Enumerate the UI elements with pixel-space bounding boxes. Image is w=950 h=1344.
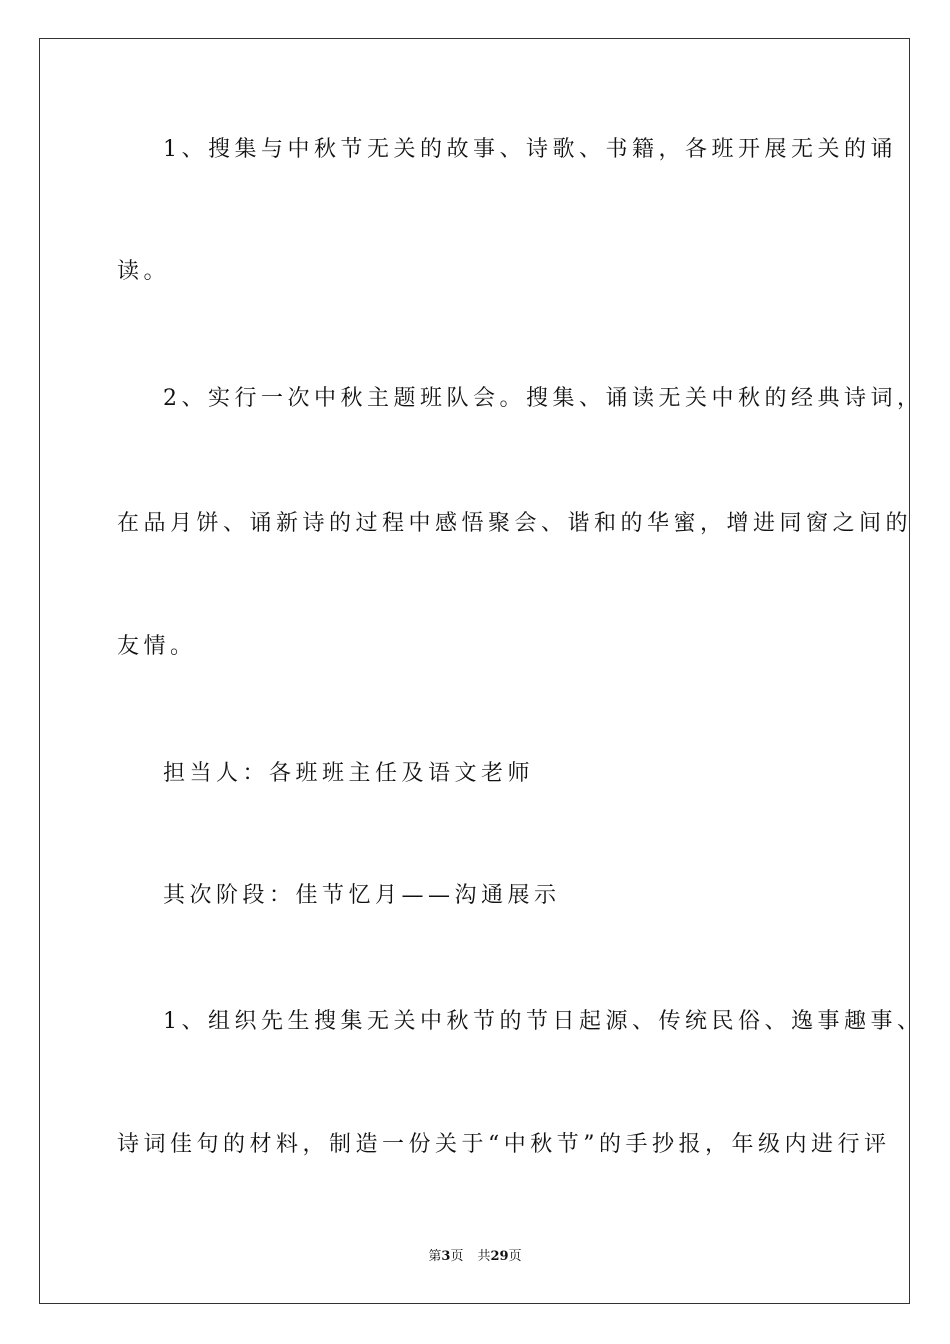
footer-total-suffix: 页	[508, 1249, 522, 1264]
page-frame	[39, 38, 913, 1304]
paragraph-line-2: 读。	[117, 259, 171, 284]
paragraph-line-8: 1、组织先生搜集无关中秋节的节日起源、传统民俗、逸事趣事、	[163, 1009, 924, 1034]
footer-total-prefix: 共	[477, 1249, 491, 1264]
paragraph-line-1: 1、搜集与中秋节无关的故事、诗歌、书籍，各班开展无关的诵	[163, 137, 897, 162]
footer-page-prefix: 第	[428, 1249, 442, 1264]
paragraph-line-6: 担当人：各班班主任及语文老师	[163, 761, 535, 786]
paragraph-line-4: 在品月饼、诵新诗的过程中感悟聚会、谐和的华蜜，增进同窗之间的	[117, 511, 913, 536]
paragraph-line-3: 2、实行一次中秋主题班队会。搜集、诵读无关中秋的经典诗词，	[163, 386, 924, 411]
page-footer	[0, 1248, 950, 1266]
footer-page-current: 3	[441, 1249, 451, 1264]
footer-page-suffix: 页	[450, 1249, 464, 1264]
paragraph-line-5: 友情。	[117, 634, 197, 659]
footer-page-total: 29	[490, 1249, 509, 1264]
paragraph-line-9: 诗词佳句的材料，制造一份关于“中秋节”的手抄报，年级内进行评	[117, 1132, 891, 1157]
section-heading: 其次阶段：佳节忆月——沟通展示	[163, 883, 561, 908]
